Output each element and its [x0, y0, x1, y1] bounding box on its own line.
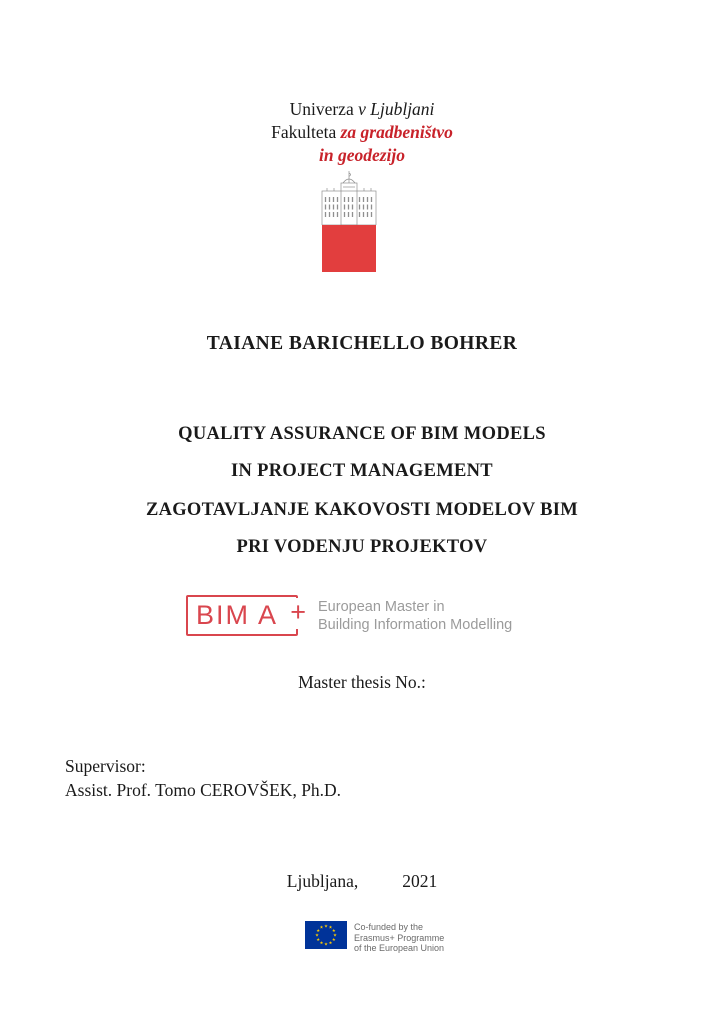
author-name: TAIANE BARICHELLO BOHRER [206, 333, 518, 354]
eu-funding-line3: of the European Union [354, 943, 445, 953]
thesis-title-sl-line2: PRI VODENJU PROJEKTOV [236, 537, 488, 557]
bim-aplus-logo-box [186, 595, 306, 636]
university-logo [317, 171, 381, 272]
thesis-title-en-line2: IN PROJECT MANAGEMENT [231, 461, 493, 481]
university-name-italic: v Ljubljani [358, 99, 435, 119]
faculty-name-regular: Fakulteta [271, 122, 337, 142]
eu-funding-block [305, 921, 444, 954]
university-header [0, 98, 724, 167]
bim-aplus-tagline-line1: European Master in [318, 598, 445, 615]
eu-funding-line1: Co-funded by the [354, 922, 424, 932]
university-name-regular: Univerza [289, 99, 354, 119]
university-name-line [0, 98, 724, 121]
year-label: 2021 [402, 871, 438, 891]
eu-funding-text [354, 922, 444, 954]
city-label: Ljubljana, [286, 871, 359, 891]
faculty-name-red-part2: in geodezijo [318, 145, 406, 165]
bim-aplus-logo-text: BIM A [196, 600, 279, 630]
faculty-name-line [0, 121, 724, 144]
bim-aplus-plus-sign: + [290, 596, 306, 627]
faculty-name-red-part1: za gradbeništvo [340, 122, 453, 142]
eu-funding-line2: Erasmus+ Programme [354, 932, 445, 943]
bim-aplus-tagline-line2: Building Information Modelling [318, 616, 513, 633]
place-and-year [0, 871, 724, 892]
thesis-number-label: Master thesis No.: [298, 672, 426, 692]
thesis-title-en-line1: QUALITY ASSURANCE OF BIM MODELS [178, 424, 546, 444]
bim-aplus-tagline [318, 598, 512, 634]
eu-flag-icon [305, 921, 347, 949]
logo-red-square [322, 225, 376, 272]
supervisor-block [65, 754, 341, 802]
supervisor-label: Supervisor: [65, 756, 146, 776]
university-building-icon [317, 171, 381, 225]
thesis-title-sl-line1: ZAGOTAVLJANJE KAKOVOSTI MODELOV BIM [145, 500, 579, 520]
bim-aplus-logo [186, 595, 512, 636]
supervisor-name: Assist. Prof. Tomo CEROVŠEK, Ph.D. [65, 780, 342, 800]
